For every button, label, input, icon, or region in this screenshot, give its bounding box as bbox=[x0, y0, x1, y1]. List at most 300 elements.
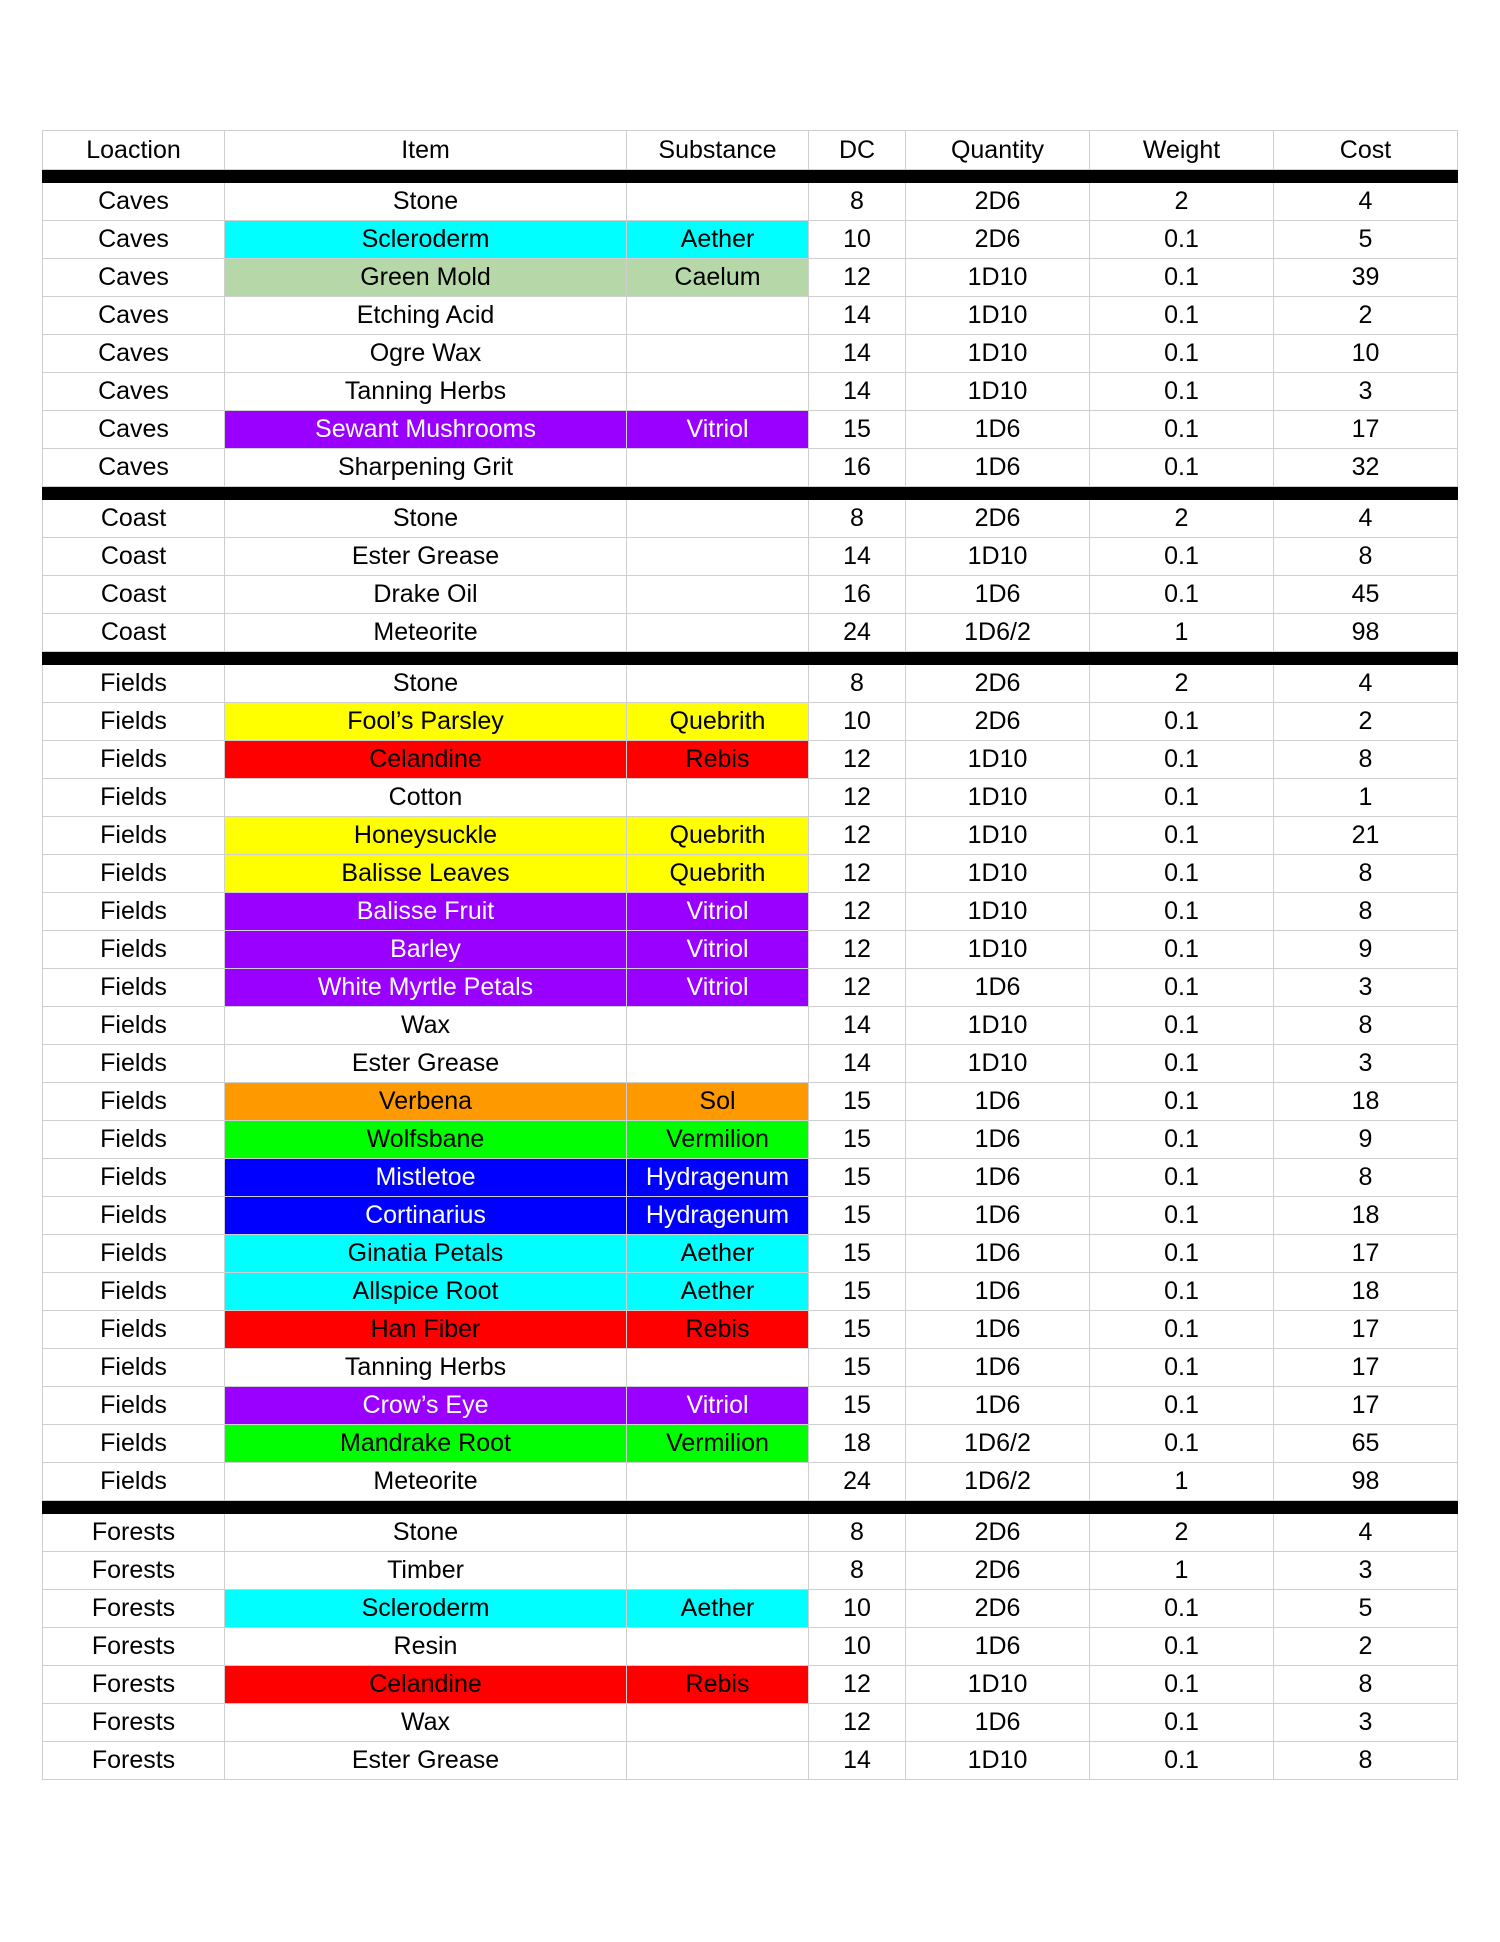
column-header-weight: Weight bbox=[1090, 131, 1274, 170]
cell-quantity: 2D6 bbox=[906, 703, 1090, 741]
table-row bbox=[43, 969, 1458, 1007]
table-row bbox=[43, 741, 1458, 779]
cell-cost: 32 bbox=[1274, 449, 1458, 487]
cell-cost: 4 bbox=[1274, 183, 1458, 221]
cell-location: Fields bbox=[43, 1425, 225, 1463]
cell-item: Drake Oil bbox=[225, 576, 627, 614]
table-row bbox=[43, 259, 1458, 297]
cell-cost: 17 bbox=[1274, 1349, 1458, 1387]
cell-weight: 0.1 bbox=[1090, 1425, 1274, 1463]
cell-substance bbox=[627, 1552, 809, 1590]
table-row bbox=[43, 449, 1458, 487]
cell-substance: Sol bbox=[627, 1083, 809, 1121]
cell-weight: 2 bbox=[1090, 500, 1274, 538]
table-row bbox=[43, 1463, 1458, 1501]
cell-item: Tanning Herbs bbox=[225, 373, 627, 411]
cell-dc: 8 bbox=[809, 665, 906, 703]
cell-quantity: 1D6 bbox=[906, 969, 1090, 1007]
cell-cost: 3 bbox=[1274, 969, 1458, 1007]
cell-quantity: 1D10 bbox=[906, 779, 1090, 817]
cell-item: Ogre Wax bbox=[225, 335, 627, 373]
cell-substance: Caelum bbox=[627, 259, 809, 297]
cell-cost: 3 bbox=[1274, 1045, 1458, 1083]
cell-dc: 14 bbox=[809, 335, 906, 373]
cell-substance bbox=[627, 779, 809, 817]
cell-item: Wolfsbane bbox=[225, 1121, 627, 1159]
cell-substance bbox=[627, 500, 809, 538]
cell-location: Coast bbox=[43, 614, 225, 652]
column-header-quantity: Quantity bbox=[906, 131, 1090, 170]
cell-substance bbox=[627, 297, 809, 335]
cell-quantity: 1D10 bbox=[906, 1666, 1090, 1704]
cell-location: Caves bbox=[43, 259, 225, 297]
cell-item: Mandrake Root bbox=[225, 1425, 627, 1463]
cell-item: Meteorite bbox=[225, 614, 627, 652]
cell-cost: 10 bbox=[1274, 335, 1458, 373]
cell-item: Ester Grease bbox=[225, 1742, 627, 1780]
cell-weight: 0.1 bbox=[1090, 817, 1274, 855]
cell-cost: 18 bbox=[1274, 1083, 1458, 1121]
cell-dc: 14 bbox=[809, 538, 906, 576]
column-header-cost: Cost bbox=[1274, 131, 1458, 170]
cell-weight: 0.1 bbox=[1090, 411, 1274, 449]
cell-location: Fields bbox=[43, 817, 225, 855]
cell-item: Meteorite bbox=[225, 1463, 627, 1501]
cell-quantity: 1D6/2 bbox=[906, 1425, 1090, 1463]
cell-substance bbox=[627, 183, 809, 221]
cell-location: Fields bbox=[43, 969, 225, 1007]
cell-dc: 8 bbox=[809, 183, 906, 221]
table-row bbox=[43, 817, 1458, 855]
cell-cost: 8 bbox=[1274, 538, 1458, 576]
table-row bbox=[43, 411, 1458, 449]
cell-dc: 12 bbox=[809, 893, 906, 931]
cell-weight: 2 bbox=[1090, 183, 1274, 221]
cell-location: Fields bbox=[43, 1273, 225, 1311]
cell-weight: 0.1 bbox=[1090, 1387, 1274, 1425]
cell-location: Forests bbox=[43, 1742, 225, 1780]
cell-dc: 24 bbox=[809, 1463, 906, 1501]
cell-dc: 10 bbox=[809, 1590, 906, 1628]
cell-cost: 3 bbox=[1274, 1552, 1458, 1590]
cell-substance: Rebis bbox=[627, 1666, 809, 1704]
cell-substance bbox=[627, 576, 809, 614]
cell-location: Fields bbox=[43, 1197, 225, 1235]
cell-item: Balisse Leaves bbox=[225, 855, 627, 893]
cell-location: Forests bbox=[43, 1552, 225, 1590]
cell-substance: Vermilion bbox=[627, 1121, 809, 1159]
cell-quantity: 2D6 bbox=[906, 183, 1090, 221]
cell-quantity: 1D6 bbox=[906, 1235, 1090, 1273]
cell-item: Allspice Root bbox=[225, 1273, 627, 1311]
table-row bbox=[43, 1666, 1458, 1704]
cell-quantity: 2D6 bbox=[906, 1590, 1090, 1628]
cell-cost: 8 bbox=[1274, 1007, 1458, 1045]
cell-cost: 8 bbox=[1274, 893, 1458, 931]
cell-dc: 8 bbox=[809, 1552, 906, 1590]
cell-item: Honeysuckle bbox=[225, 817, 627, 855]
cell-quantity: 2D6 bbox=[906, 221, 1090, 259]
table-header bbox=[43, 131, 1458, 183]
column-header-location: Loaction bbox=[43, 131, 225, 170]
table-row bbox=[43, 1514, 1458, 1552]
cell-location: Fields bbox=[43, 1159, 225, 1197]
cell-cost: 8 bbox=[1274, 1666, 1458, 1704]
cell-substance bbox=[627, 335, 809, 373]
cell-weight: 0.1 bbox=[1090, 1197, 1274, 1235]
cell-item: Ginatia Petals bbox=[225, 1235, 627, 1273]
cell-substance: Vitriol bbox=[627, 969, 809, 1007]
table-row bbox=[43, 855, 1458, 893]
cell-cost: 2 bbox=[1274, 703, 1458, 741]
cell-item: Crow’s Eye bbox=[225, 1387, 627, 1425]
cell-substance: Aether bbox=[627, 1590, 809, 1628]
cell-dc: 14 bbox=[809, 1045, 906, 1083]
cell-location: Fields bbox=[43, 703, 225, 741]
cell-dc: 15 bbox=[809, 1121, 906, 1159]
cell-quantity: 1D6 bbox=[906, 449, 1090, 487]
cell-weight: 0.1 bbox=[1090, 1704, 1274, 1742]
cell-dc: 12 bbox=[809, 817, 906, 855]
cell-item: Wax bbox=[225, 1007, 627, 1045]
cell-dc: 8 bbox=[809, 1514, 906, 1552]
cell-item: Stone bbox=[225, 665, 627, 703]
group-divider bbox=[43, 487, 1458, 500]
cell-location: Forests bbox=[43, 1666, 225, 1704]
cell-item: Han Fiber bbox=[225, 1311, 627, 1349]
cell-weight: 1 bbox=[1090, 1552, 1274, 1590]
cell-quantity: 1D10 bbox=[906, 817, 1090, 855]
cell-quantity: 1D10 bbox=[906, 1007, 1090, 1045]
cell-quantity: 1D6 bbox=[906, 1349, 1090, 1387]
table-row bbox=[43, 297, 1458, 335]
cell-quantity: 2D6 bbox=[906, 665, 1090, 703]
cell-cost: 17 bbox=[1274, 1235, 1458, 1273]
cell-item: Verbena bbox=[225, 1083, 627, 1121]
table-row bbox=[43, 1311, 1458, 1349]
table-row bbox=[43, 221, 1458, 259]
cell-location: Fields bbox=[43, 1121, 225, 1159]
cell-quantity: 1D10 bbox=[906, 538, 1090, 576]
table-row bbox=[43, 931, 1458, 969]
cell-location: Fields bbox=[43, 779, 225, 817]
cell-weight: 0.1 bbox=[1090, 893, 1274, 931]
cell-substance: Rebis bbox=[627, 741, 809, 779]
cell-cost: 9 bbox=[1274, 1121, 1458, 1159]
cell-substance bbox=[627, 1463, 809, 1501]
cell-cost: 1 bbox=[1274, 779, 1458, 817]
cell-item: Tanning Herbs bbox=[225, 1349, 627, 1387]
cell-quantity: 1D10 bbox=[906, 741, 1090, 779]
cell-weight: 0.1 bbox=[1090, 1273, 1274, 1311]
table-row bbox=[43, 1387, 1458, 1425]
cell-weight: 2 bbox=[1090, 665, 1274, 703]
cell-location: Fields bbox=[43, 1045, 225, 1083]
cell-substance: Rebis bbox=[627, 1311, 809, 1349]
cell-dc: 15 bbox=[809, 1273, 906, 1311]
cell-quantity: 1D10 bbox=[906, 335, 1090, 373]
cell-weight: 0.1 bbox=[1090, 1083, 1274, 1121]
cell-item: Wax bbox=[225, 1704, 627, 1742]
cell-quantity: 1D6 bbox=[906, 1083, 1090, 1121]
cell-dc: 15 bbox=[809, 1349, 906, 1387]
cell-substance: Aether bbox=[627, 221, 809, 259]
cell-cost: 4 bbox=[1274, 665, 1458, 703]
cell-quantity: 2D6 bbox=[906, 500, 1090, 538]
cell-cost: 3 bbox=[1274, 373, 1458, 411]
table-row bbox=[43, 1704, 1458, 1742]
cell-quantity: 1D6 bbox=[906, 1197, 1090, 1235]
cell-weight: 0.1 bbox=[1090, 1235, 1274, 1273]
cell-cost: 18 bbox=[1274, 1273, 1458, 1311]
cell-weight: 1 bbox=[1090, 614, 1274, 652]
cell-quantity: 1D6/2 bbox=[906, 614, 1090, 652]
group-divider bbox=[43, 652, 1458, 665]
cell-location: Caves bbox=[43, 221, 225, 259]
cell-dc: 15 bbox=[809, 1235, 906, 1273]
cell-cost: 9 bbox=[1274, 931, 1458, 969]
cell-quantity: 1D10 bbox=[906, 259, 1090, 297]
table-row bbox=[43, 1552, 1458, 1590]
cell-dc: 14 bbox=[809, 1742, 906, 1780]
table-row bbox=[43, 1159, 1458, 1197]
cell-cost: 8 bbox=[1274, 1742, 1458, 1780]
cell-item: Ester Grease bbox=[225, 538, 627, 576]
cell-weight: 0.1 bbox=[1090, 1311, 1274, 1349]
cell-quantity: 1D10 bbox=[906, 893, 1090, 931]
cell-weight: 0.1 bbox=[1090, 297, 1274, 335]
cell-cost: 65 bbox=[1274, 1425, 1458, 1463]
cell-item: Sewant Mushrooms bbox=[225, 411, 627, 449]
table-row bbox=[43, 500, 1458, 538]
cell-dc: 15 bbox=[809, 411, 906, 449]
cell-item: Celandine bbox=[225, 1666, 627, 1704]
cell-location: Fields bbox=[43, 1007, 225, 1045]
cell-cost: 17 bbox=[1274, 1387, 1458, 1425]
cell-dc: 14 bbox=[809, 1007, 906, 1045]
cell-location: Caves bbox=[43, 449, 225, 487]
table-row bbox=[43, 703, 1458, 741]
cell-weight: 0.1 bbox=[1090, 1159, 1274, 1197]
cell-quantity: 1D6 bbox=[906, 1387, 1090, 1425]
cell-item: Celandine bbox=[225, 741, 627, 779]
cell-cost: 2 bbox=[1274, 297, 1458, 335]
cell-substance bbox=[627, 1045, 809, 1083]
cell-item: Balisse Fruit bbox=[225, 893, 627, 931]
cell-location: Fields bbox=[43, 1083, 225, 1121]
cell-weight: 0.1 bbox=[1090, 1121, 1274, 1159]
cell-weight: 1 bbox=[1090, 1463, 1274, 1501]
cell-location: Fields bbox=[43, 741, 225, 779]
group-divider bbox=[43, 1501, 1458, 1514]
cell-dc: 12 bbox=[809, 855, 906, 893]
cell-item: Stone bbox=[225, 183, 627, 221]
cell-weight: 0.1 bbox=[1090, 779, 1274, 817]
cell-substance bbox=[627, 1704, 809, 1742]
cell-cost: 8 bbox=[1274, 741, 1458, 779]
cell-dc: 16 bbox=[809, 449, 906, 487]
cell-cost: 98 bbox=[1274, 1463, 1458, 1501]
cell-cost: 17 bbox=[1274, 1311, 1458, 1349]
cell-dc: 12 bbox=[809, 779, 906, 817]
table-row bbox=[43, 1007, 1458, 1045]
cell-weight: 0.1 bbox=[1090, 1628, 1274, 1666]
cell-quantity: 1D10 bbox=[906, 931, 1090, 969]
cell-substance: Quebrith bbox=[627, 703, 809, 741]
table-row bbox=[43, 1121, 1458, 1159]
table-row bbox=[43, 1425, 1458, 1463]
cell-weight: 0.1 bbox=[1090, 1007, 1274, 1045]
cell-dc: 12 bbox=[809, 259, 906, 297]
cell-substance bbox=[627, 1514, 809, 1552]
cell-location: Caves bbox=[43, 297, 225, 335]
table-row bbox=[43, 893, 1458, 931]
cell-dc: 8 bbox=[809, 500, 906, 538]
header-row bbox=[43, 131, 1458, 170]
cell-weight: 0.1 bbox=[1090, 259, 1274, 297]
cell-dc: 15 bbox=[809, 1311, 906, 1349]
cell-weight: 0.1 bbox=[1090, 1590, 1274, 1628]
cell-item: Scleroderm bbox=[225, 221, 627, 259]
cell-quantity: 1D10 bbox=[906, 855, 1090, 893]
column-header-substance: Substance bbox=[627, 131, 809, 170]
cell-substance: Vitriol bbox=[627, 893, 809, 931]
table-row bbox=[43, 183, 1458, 221]
cell-substance bbox=[627, 1628, 809, 1666]
cell-weight: 0.1 bbox=[1090, 1742, 1274, 1780]
table-body bbox=[43, 183, 1458, 1780]
cell-location: Fields bbox=[43, 1235, 225, 1273]
cell-substance: Hydragenum bbox=[627, 1159, 809, 1197]
cell-substance bbox=[627, 1349, 809, 1387]
table-row bbox=[43, 779, 1458, 817]
cell-item: Stone bbox=[225, 500, 627, 538]
cell-dc: 16 bbox=[809, 576, 906, 614]
cell-dc: 12 bbox=[809, 1666, 906, 1704]
cell-cost: 8 bbox=[1274, 855, 1458, 893]
cell-weight: 2 bbox=[1090, 1514, 1274, 1552]
cell-quantity: 1D6 bbox=[906, 1311, 1090, 1349]
cell-dc: 15 bbox=[809, 1387, 906, 1425]
cell-item: Timber bbox=[225, 1552, 627, 1590]
cell-dc: 12 bbox=[809, 1704, 906, 1742]
table-row bbox=[43, 1628, 1458, 1666]
cell-substance bbox=[627, 614, 809, 652]
table-row bbox=[43, 335, 1458, 373]
cell-item: Scleroderm bbox=[225, 1590, 627, 1628]
cell-item: Green Mold bbox=[225, 259, 627, 297]
cell-cost: 8 bbox=[1274, 1159, 1458, 1197]
cell-substance: Hydragenum bbox=[627, 1197, 809, 1235]
cell-quantity: 1D6 bbox=[906, 1704, 1090, 1742]
cell-location: Fields bbox=[43, 893, 225, 931]
cell-substance bbox=[627, 538, 809, 576]
cell-cost: 18 bbox=[1274, 1197, 1458, 1235]
cell-weight: 0.1 bbox=[1090, 969, 1274, 1007]
cell-item: Resin bbox=[225, 1628, 627, 1666]
cell-dc: 15 bbox=[809, 1197, 906, 1235]
cell-weight: 0.1 bbox=[1090, 449, 1274, 487]
table-row bbox=[43, 1590, 1458, 1628]
cell-quantity: 1D6 bbox=[906, 1273, 1090, 1311]
cell-item: Ester Grease bbox=[225, 1045, 627, 1083]
cell-cost: 2 bbox=[1274, 1628, 1458, 1666]
cell-substance: Vitriol bbox=[627, 931, 809, 969]
cell-location: Caves bbox=[43, 411, 225, 449]
table-row bbox=[43, 665, 1458, 703]
cell-dc: 14 bbox=[809, 297, 906, 335]
cell-weight: 0.1 bbox=[1090, 931, 1274, 969]
cell-weight: 0.1 bbox=[1090, 855, 1274, 893]
cell-dc: 15 bbox=[809, 1159, 906, 1197]
cell-cost: 5 bbox=[1274, 1590, 1458, 1628]
cell-dc: 14 bbox=[809, 373, 906, 411]
cell-cost: 4 bbox=[1274, 1514, 1458, 1552]
cell-cost: 3 bbox=[1274, 1704, 1458, 1742]
cell-cost: 5 bbox=[1274, 221, 1458, 259]
cell-substance: Aether bbox=[627, 1235, 809, 1273]
cell-location: Caves bbox=[43, 335, 225, 373]
cell-location: Forests bbox=[43, 1628, 225, 1666]
cell-quantity: 1D6 bbox=[906, 411, 1090, 449]
table-row bbox=[43, 1742, 1458, 1780]
cell-weight: 0.1 bbox=[1090, 1045, 1274, 1083]
cell-location: Caves bbox=[43, 373, 225, 411]
cell-weight: 0.1 bbox=[1090, 1666, 1274, 1704]
cell-quantity: 1D10 bbox=[906, 1742, 1090, 1780]
cell-dc: 10 bbox=[809, 703, 906, 741]
cell-dc: 15 bbox=[809, 1083, 906, 1121]
table-row bbox=[43, 614, 1458, 652]
cell-item: Cotton bbox=[225, 779, 627, 817]
cell-location: Coast bbox=[43, 576, 225, 614]
cell-item: Mistletoe bbox=[225, 1159, 627, 1197]
cell-dc: 12 bbox=[809, 931, 906, 969]
cell-location: Forests bbox=[43, 1704, 225, 1742]
cell-substance bbox=[627, 665, 809, 703]
cell-weight: 0.1 bbox=[1090, 741, 1274, 779]
cell-quantity: 1D6/2 bbox=[906, 1463, 1090, 1501]
table-row bbox=[43, 1349, 1458, 1387]
cell-location: Coast bbox=[43, 500, 225, 538]
cell-weight: 0.1 bbox=[1090, 576, 1274, 614]
cell-substance: Vitriol bbox=[627, 411, 809, 449]
cell-dc: 10 bbox=[809, 221, 906, 259]
table-row bbox=[43, 1083, 1458, 1121]
cell-dc: 24 bbox=[809, 614, 906, 652]
table-row bbox=[43, 538, 1458, 576]
cell-location: Forests bbox=[43, 1514, 225, 1552]
cell-quantity: 1D10 bbox=[906, 1045, 1090, 1083]
cell-dc: 18 bbox=[809, 1425, 906, 1463]
cell-quantity: 2D6 bbox=[906, 1552, 1090, 1590]
cell-location: Fields bbox=[43, 1349, 225, 1387]
cell-quantity: 2D6 bbox=[906, 1514, 1090, 1552]
cell-cost: 98 bbox=[1274, 614, 1458, 652]
cell-quantity: 1D10 bbox=[906, 297, 1090, 335]
cell-dc: 12 bbox=[809, 741, 906, 779]
cell-substance: Vitriol bbox=[627, 1387, 809, 1425]
table-row bbox=[43, 1197, 1458, 1235]
cell-substance: Quebrith bbox=[627, 855, 809, 893]
cell-item: Etching Acid bbox=[225, 297, 627, 335]
column-header-item: Item bbox=[225, 131, 627, 170]
cell-item: Stone bbox=[225, 1514, 627, 1552]
cell-item: Cortinarius bbox=[225, 1197, 627, 1235]
cell-quantity: 1D6 bbox=[906, 1121, 1090, 1159]
cell-substance bbox=[627, 1742, 809, 1780]
cell-cost: 17 bbox=[1274, 411, 1458, 449]
